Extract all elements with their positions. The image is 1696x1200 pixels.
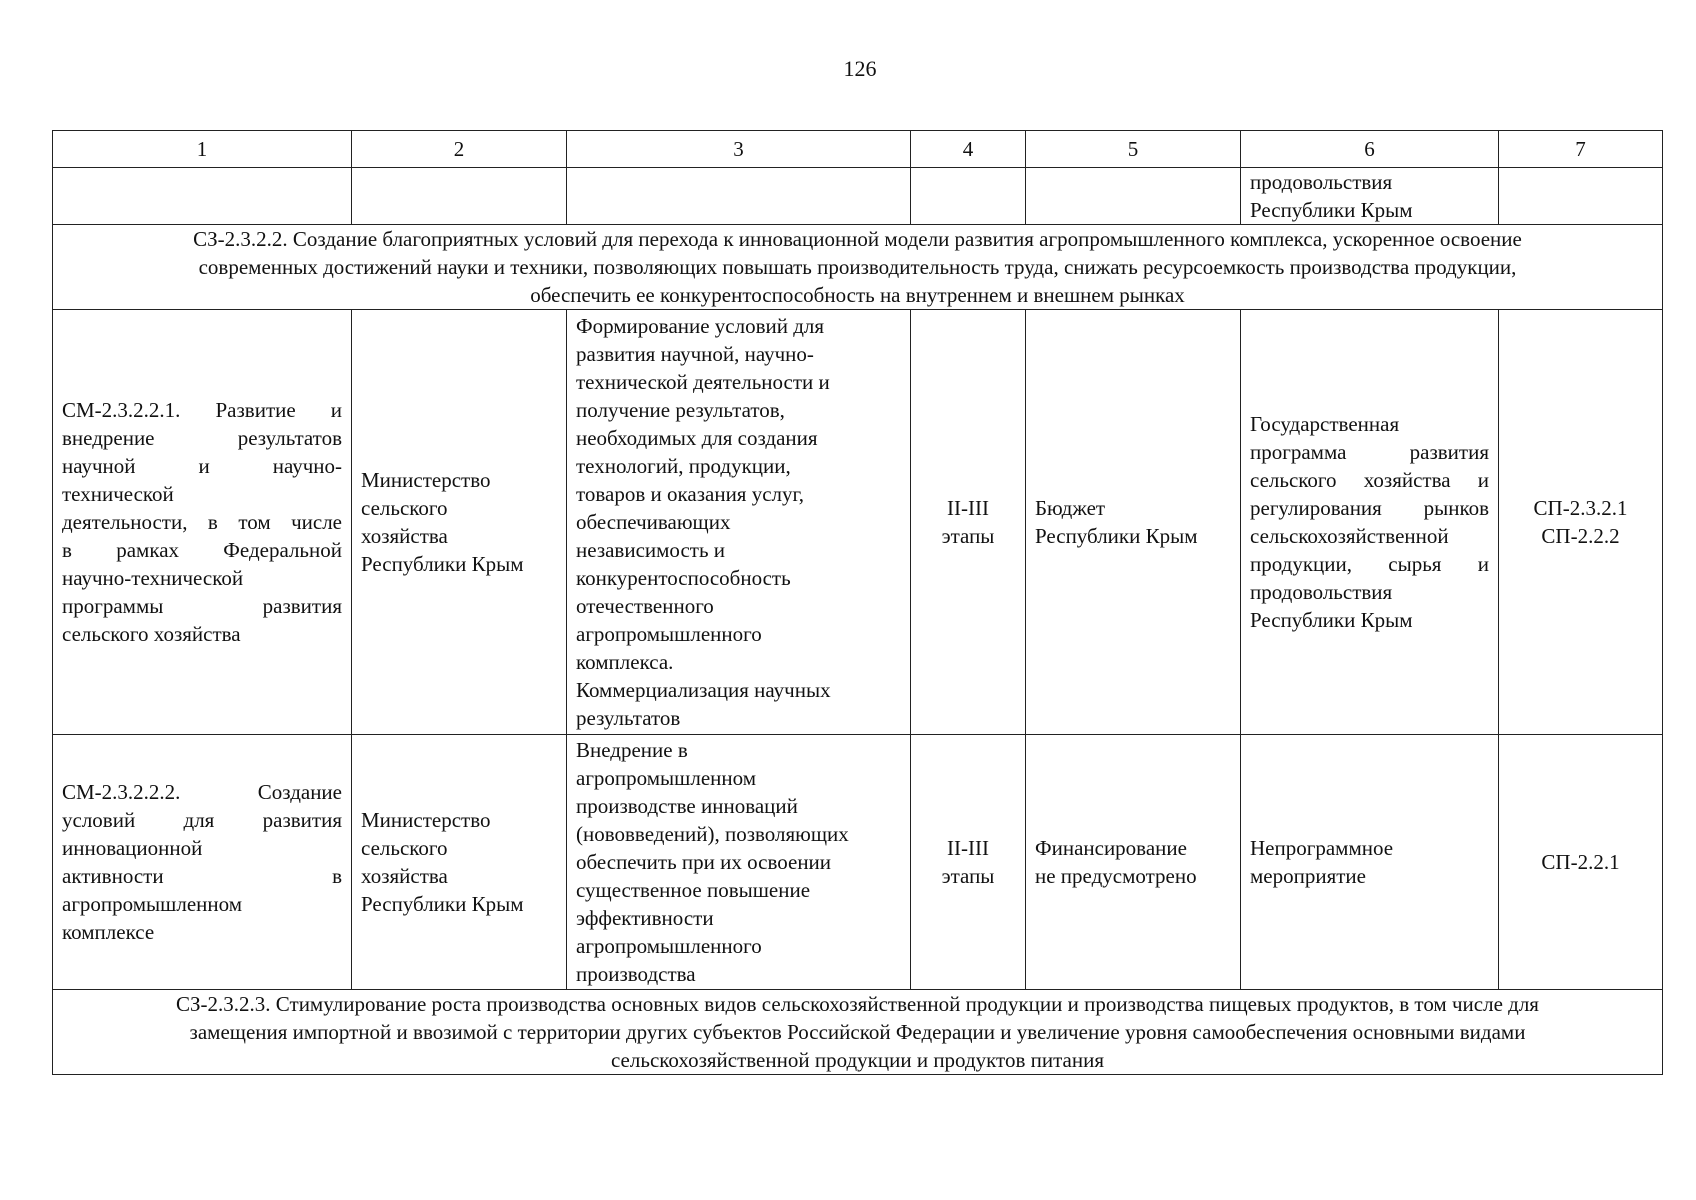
text-line: современных достижений науки и техники, позволяющих повышать производительность труда, снижать ресурсоемкость производства продукции, xyxy=(198,255,1517,279)
text-line: товаров и оказания услуг, xyxy=(576,482,805,506)
program-cell xyxy=(1241,735,1499,990)
text-line: сельского xyxy=(361,836,448,860)
text-line: деятельности, в том числе xyxy=(62,510,342,534)
text-line: продукции, сырья и xyxy=(1250,552,1489,576)
text-line: результатов xyxy=(576,706,681,730)
text-line: Республики Крым xyxy=(1250,608,1413,632)
text-line: Внедрение в xyxy=(576,738,688,762)
text-line: внедрение результатов xyxy=(62,426,342,450)
text-line: комплекса. xyxy=(576,650,674,674)
executor-cell xyxy=(352,310,567,735)
column-number-header: 6 xyxy=(1241,131,1499,168)
text-line: сельскохозяйственной продукции и продуктов питания xyxy=(610,1048,1104,1072)
text-line: регулирования рынков xyxy=(1250,496,1489,520)
text-line: условий для развития xyxy=(62,808,342,832)
text-line: комплексе xyxy=(62,920,155,944)
funding-cell xyxy=(1026,735,1241,990)
text-line: эффективности xyxy=(576,906,714,930)
text-line: этапы xyxy=(941,864,995,888)
text-line: продовольствия xyxy=(1250,170,1393,194)
table-row xyxy=(53,310,1663,735)
text-line: производстве инноваций xyxy=(576,794,798,818)
text-line: получение результатов, xyxy=(576,398,785,422)
empty-cell xyxy=(911,168,1026,225)
links-cell xyxy=(1499,735,1663,990)
measures-table xyxy=(52,130,1663,1075)
text-line: технической деятельности и xyxy=(576,370,830,394)
text-line: Республики Крым xyxy=(1035,524,1198,548)
continued-program-cell xyxy=(1241,168,1499,225)
text-line: научно-технической xyxy=(62,566,244,590)
program-cell xyxy=(1241,310,1499,735)
text-line: СЗ-2.3.2.3. Стимулирование роста производства основных видов сельскохозяйственной продукции и производства пищевых продуктов, в том числе для xyxy=(176,992,1539,1016)
column-number-header: 3 xyxy=(567,131,911,168)
text-line: необходимых для создания xyxy=(576,426,818,450)
text-line: СМ-2.3.2.2.2. Создание xyxy=(62,780,342,804)
stages-cell xyxy=(911,735,1026,990)
text-line: сельского xyxy=(361,496,448,520)
page-number: 126 xyxy=(843,56,877,81)
empty-cell xyxy=(567,168,911,225)
text-line: производства xyxy=(576,962,696,986)
text-line: конкурентоспособность xyxy=(576,566,791,590)
text-line: II-III xyxy=(947,836,989,860)
continuation-row xyxy=(53,168,1663,225)
text-line: сельского хозяйства и xyxy=(1250,468,1489,492)
links-cell xyxy=(1499,310,1663,735)
column-number-header: 1 xyxy=(53,131,352,168)
text-line: продовольствия xyxy=(1250,580,1393,604)
text-line: Республики Крым xyxy=(361,552,524,576)
text-line: хозяйства xyxy=(361,524,448,548)
text-line: инновационной xyxy=(62,836,203,860)
empty-cell xyxy=(352,168,567,225)
result-cell xyxy=(567,735,911,990)
text-line: агропромышленном xyxy=(576,766,757,790)
text-line: этапы xyxy=(941,524,995,548)
section-heading-row xyxy=(53,225,1663,310)
table-row xyxy=(53,735,1663,990)
stages-cell xyxy=(911,310,1026,735)
text-line: программа развития xyxy=(1250,440,1489,464)
text-line: обеспечить ее конкурентоспособность на внутреннем и внешнем рынках xyxy=(530,283,1185,307)
text-line: СМ-2.3.2.2.1. Развитие и xyxy=(62,398,342,422)
column-number-header: 4 xyxy=(911,131,1026,168)
text-line: сельского хозяйства xyxy=(62,622,241,646)
empty-cell xyxy=(1499,168,1663,225)
text-line: замещения импортной и ввозимой с территории других субъектов Российской Федерации и увеличение уровня самообеспечения основными видами xyxy=(189,1020,1526,1044)
text-line: Формирование условий для xyxy=(576,314,825,338)
result-cell xyxy=(567,310,911,735)
text-line: обеспечивающих xyxy=(576,510,731,534)
empty-cell xyxy=(1026,168,1241,225)
executor-cell xyxy=(352,735,567,990)
text-line: Республики Крым xyxy=(1250,198,1413,222)
text-line: технологий, продукции, xyxy=(576,454,791,478)
text-line: мероприятие xyxy=(1250,864,1366,888)
empty-cell xyxy=(53,168,352,225)
text-line: в рамках Федеральной xyxy=(62,538,342,562)
text-line: агропромышленного xyxy=(576,934,762,958)
text-line: Финансирование xyxy=(1035,836,1187,860)
column-number-header: 7 xyxy=(1499,131,1663,168)
text-line: СП-2.2.2 xyxy=(1541,524,1620,548)
text-line: Республики Крым xyxy=(361,892,524,916)
text-line: Государственная xyxy=(1250,412,1400,436)
text-line: технической xyxy=(62,482,174,506)
text-line: существенное повышение xyxy=(576,878,811,902)
text-line: хозяйства xyxy=(361,864,448,888)
text-line: СП-2.3.2.1 xyxy=(1533,496,1628,520)
measure-cell xyxy=(53,735,352,990)
text-line: научной и научно- xyxy=(62,454,342,478)
text-line: СП-2.2.1 xyxy=(1541,850,1620,874)
section-heading xyxy=(53,990,1663,1075)
text-line: сельскохозяйственной xyxy=(1250,524,1449,548)
column-number-header: 2 xyxy=(352,131,567,168)
column-number-row xyxy=(53,131,1663,168)
section-heading xyxy=(53,225,1663,310)
measure-cell xyxy=(53,310,352,735)
text-line: СЗ-2.3.2.2. Создание благоприятных условий для перехода к инновационной модели развития агропромышленного комплекса, ускоренное освоение xyxy=(193,227,1522,251)
text-line: Коммерциализация научных xyxy=(576,678,831,702)
text-line: развития научной, научно- xyxy=(576,342,814,366)
funding-cell xyxy=(1026,310,1241,735)
text-line: (нововведений), позволяющих xyxy=(576,822,849,846)
text-line: агропромышленном xyxy=(62,892,243,916)
text-line: не предусмотрено xyxy=(1035,864,1197,888)
section-heading-row xyxy=(53,990,1663,1075)
text-line: II-III xyxy=(947,496,989,520)
text-line: Министерство xyxy=(361,468,491,492)
text-line: Министерство xyxy=(361,808,491,832)
text-line: отечественного xyxy=(576,594,714,618)
column-number-header: 5 xyxy=(1026,131,1241,168)
text-line: программы развития xyxy=(62,594,342,618)
text-line: Бюджет xyxy=(1035,496,1106,520)
text-line: Непрограммное xyxy=(1250,836,1394,860)
text-line: активности в xyxy=(62,864,342,888)
text-line: обеспечить при их освоении xyxy=(576,850,832,874)
text-line: независимость и xyxy=(576,538,726,562)
text-line: агропромышленного xyxy=(576,622,762,646)
